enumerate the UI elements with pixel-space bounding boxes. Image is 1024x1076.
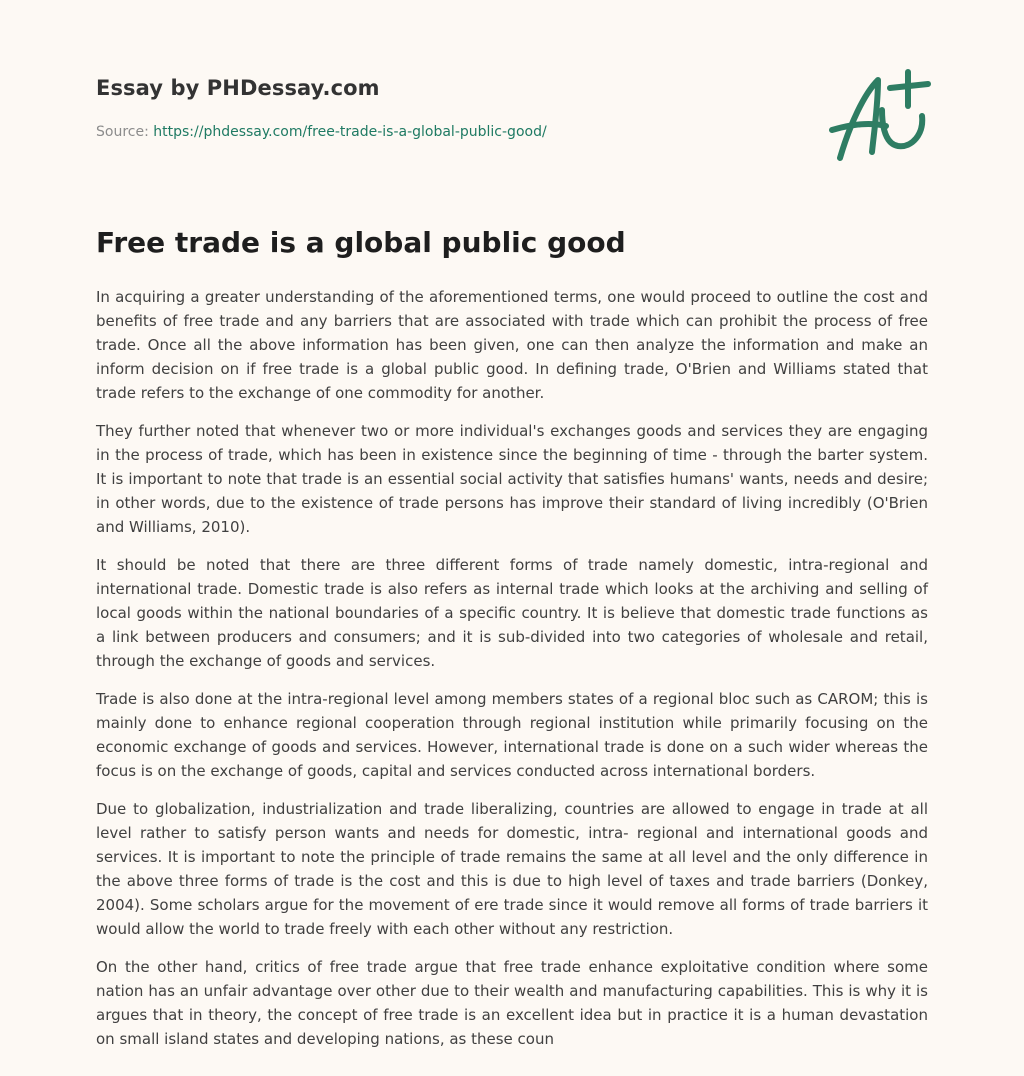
essay-paragraph: On the other hand, critics of free trade argue that free trade enhance exploitative condition where some nation has an unfair advantage over other due to their wealth and manufacturing capabilities. This is why it is argues that in theory, the concept of free trade is an excellent idea but in practice it is a human devastation on small island states and developing nations, as these coun <box>96 958 928 1048</box>
essay-paragraph: Trade is also done at the intra-regional level among members states of a regional bloc such as CAROM; this is mainly done to enhance regional cooperation through regional institution while primarily focusing on the economic exchange of goods and services. However, international trade is done on a such wider whereas the focus is on the exchange of goods, capital and services conducted across international borders. <box>96 690 928 780</box>
source-line <box>96 124 547 140</box>
a-plus-grade-icon <box>824 66 934 166</box>
site-brand: Essay by PHDessay.com <box>96 76 380 100</box>
source-label: Source: <box>96 124 149 140</box>
essay-paragraph: Due to globalization, industrialization and trade liberalizing, countries are allowed to engage in trade at all level rather to satisfy person wants and needs for domestic, intra- regional and international goods and services. It is important to note the principle of trade remains the same at all level and the only difference in the above three forms of trade is the cost and this is due to high level of taxes and trade barriers (Donkey, 2004). Some scholars argue for the movement of ere trade since it would remove all forms of trade barriers it would allow the world to trade freely with each other without any restriction. <box>96 800 928 938</box>
page-header <box>96 0 928 200</box>
essay-paragraph: It should be noted that there are three different forms of trade namely domestic, intra-regional and international trade. Domestic trade is also refers as internal trade which looks at the archiving and selling of local goods within the national boundaries of a specific country. It is believe that domestic trade functions as a link between producers and consumers; and it is sub-divided into two categories of wholesale and retail, through the exchange of goods and services. <box>96 556 928 670</box>
essay-paragraph: In acquiring a greater understanding of the aforementioned terms, one would proceed to outline the cost and benefits of free trade and any barriers that are associated with trade which can prohibit the process of free trade. Once all the above information has been given, one can then analyze the information and make an inform decision on if free trade is a global public good. In defining trade, O'Brien and Williams stated that trade refers to the exchange of one commodity for another. <box>96 288 928 402</box>
source-link[interactable]: https://phdessay.com/free-trade-is-a-global-public-good/ <box>153 124 547 140</box>
essay-paragraph: They further noted that whenever two or more individual's exchanges goods and services they are engaging in the process of trade, which has been in existence since the beginning of time - through the barter system. It is important to note that trade is an essential social activity that satisfies humans' wants, needs and desire; in other words, due to the existence of trade persons has improve their standard of living incredibly (O'Brien and Williams, 2010). <box>96 422 928 536</box>
essay-title: Free trade is a global public good <box>96 226 626 259</box>
essay-body <box>96 285 928 1065</box>
